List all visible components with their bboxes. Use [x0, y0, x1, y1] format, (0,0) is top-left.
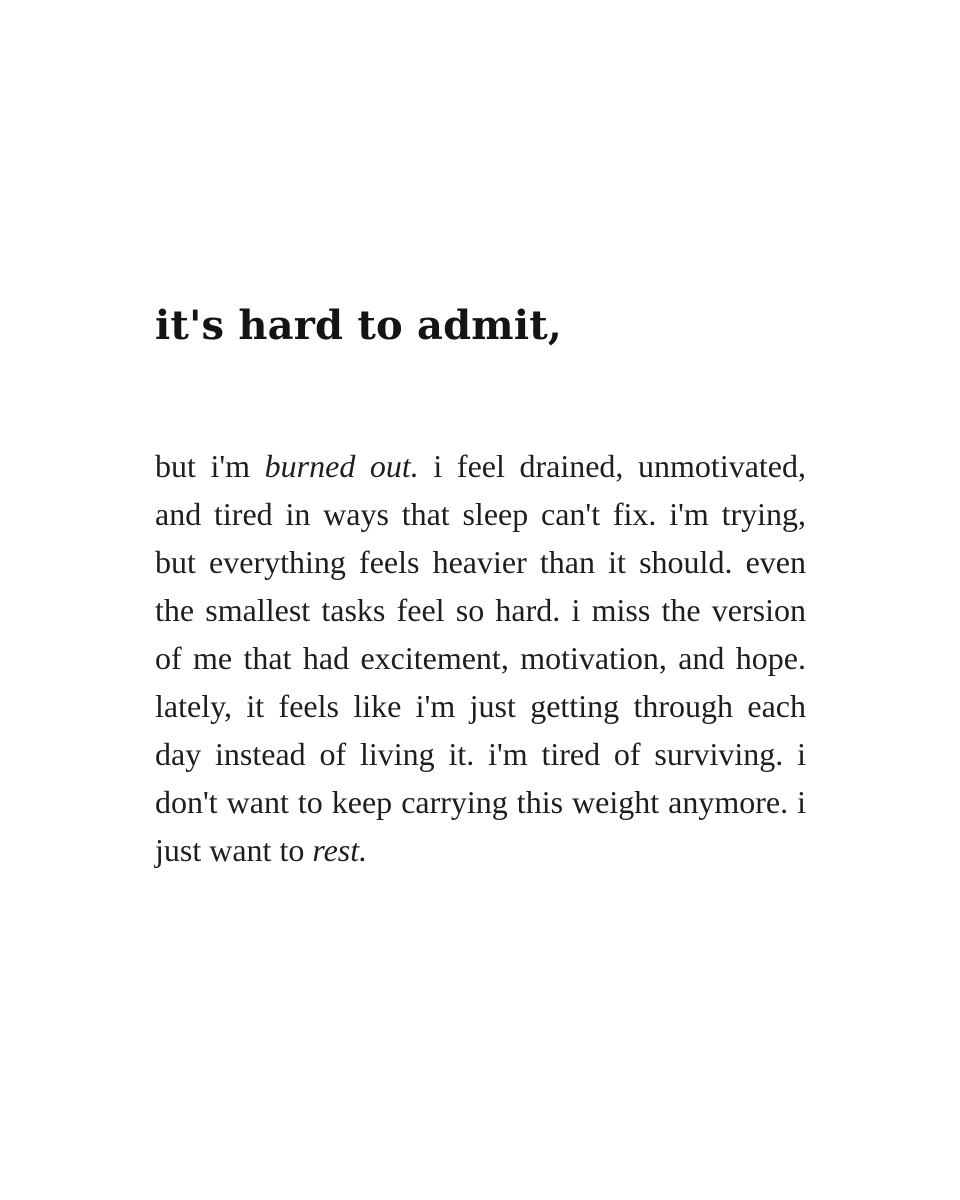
- quote-card: [155, 300, 806, 874]
- emphasis-rest: rest.: [312, 832, 368, 868]
- emphasis-burned-out: burned out.: [264, 448, 419, 484]
- heading: it's hard to admit,: [155, 302, 563, 349]
- body-text-part-1: but i'm: [155, 448, 265, 484]
- body-paragraph: [155, 442, 806, 874]
- body-text-part-2: i feel drained, unmotivated, and tired in ways that sleep can't fix. i'm trying, but everything feels heavier than it should. even the smallest tasks feel so hard. i miss the version of me that had excitement, motivation, and hope. lately, it feels like i'm just getting through each day instead of living it. i'm tired of surviving. i don't want to keep carrying this weight anymore. i just want to: [155, 448, 807, 868]
